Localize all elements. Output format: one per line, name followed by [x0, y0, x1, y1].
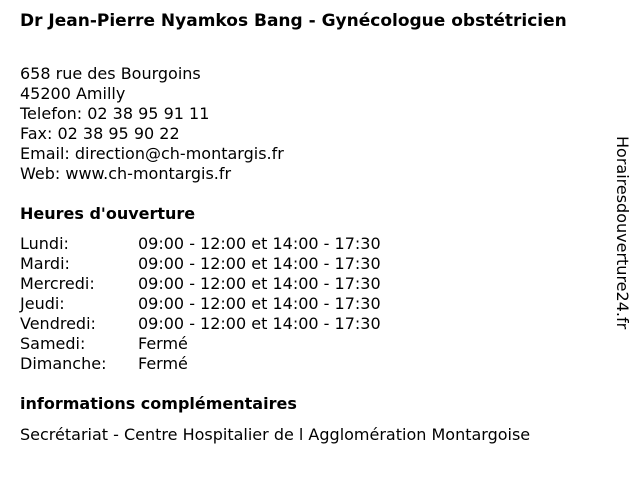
day-label: Dimanche: — [20, 354, 107, 373]
site-brand-vertical: Horairesdouverture24.fr — [613, 136, 632, 330]
day-label: Samedi: — [20, 334, 86, 353]
hours-row-monday — [20, 234, 381, 254]
hours-row-sunday — [20, 354, 381, 374]
time-value: 09:00 - 12:00 et 14:00 - 17:30 — [138, 314, 381, 333]
street-address: 658 rue des Bourgoins — [20, 64, 201, 83]
time-value: Fermé — [138, 354, 188, 373]
time-value: Fermé — [138, 334, 188, 353]
email-address[interactable]: Email: direction@ch-montargis.fr — [20, 144, 284, 163]
day-label: Mercredi: — [20, 274, 95, 293]
hours-row-thursday — [20, 294, 381, 314]
city: 45200 Amilly — [20, 84, 126, 103]
phone-number[interactable]: Telefon: 02 38 95 91 11 — [20, 104, 210, 123]
hours-row-wednesday — [20, 274, 381, 294]
day-label: Vendredi: — [20, 314, 96, 333]
day-label: Mardi: — [20, 254, 70, 273]
additional-info-text: Secrétariat - Centre Hospitalier de l Agglomération Montargoise — [20, 425, 531, 444]
hours-row-saturday — [20, 334, 381, 354]
opening-hours-table — [20, 234, 381, 374]
hours-row-tuesday — [20, 254, 381, 274]
additional-info-heading: informations complémentaires — [20, 394, 297, 413]
time-value: 09:00 - 12:00 et 14:00 - 17:30 — [138, 254, 381, 273]
contact-block — [20, 64, 284, 184]
page-title: Dr Jean-Pierre Nyamkos Bang - Gynécologue obstétricien — [20, 11, 567, 31]
day-label: Jeudi: — [20, 294, 65, 313]
time-value: 09:00 - 12:00 et 14:00 - 17:30 — [138, 274, 381, 293]
hours-row-friday — [20, 314, 381, 334]
opening-hours-heading: Heures d'ouverture — [20, 204, 196, 223]
fax-number: Fax: 02 38 95 90 22 — [20, 124, 180, 143]
website[interactable]: Web: www.ch-montargis.fr — [20, 164, 232, 183]
time-value: 09:00 - 12:00 et 14:00 - 17:30 — [138, 234, 381, 253]
time-value: 09:00 - 12:00 et 14:00 - 17:30 — [138, 294, 381, 313]
day-label: Lundi: — [20, 234, 69, 253]
